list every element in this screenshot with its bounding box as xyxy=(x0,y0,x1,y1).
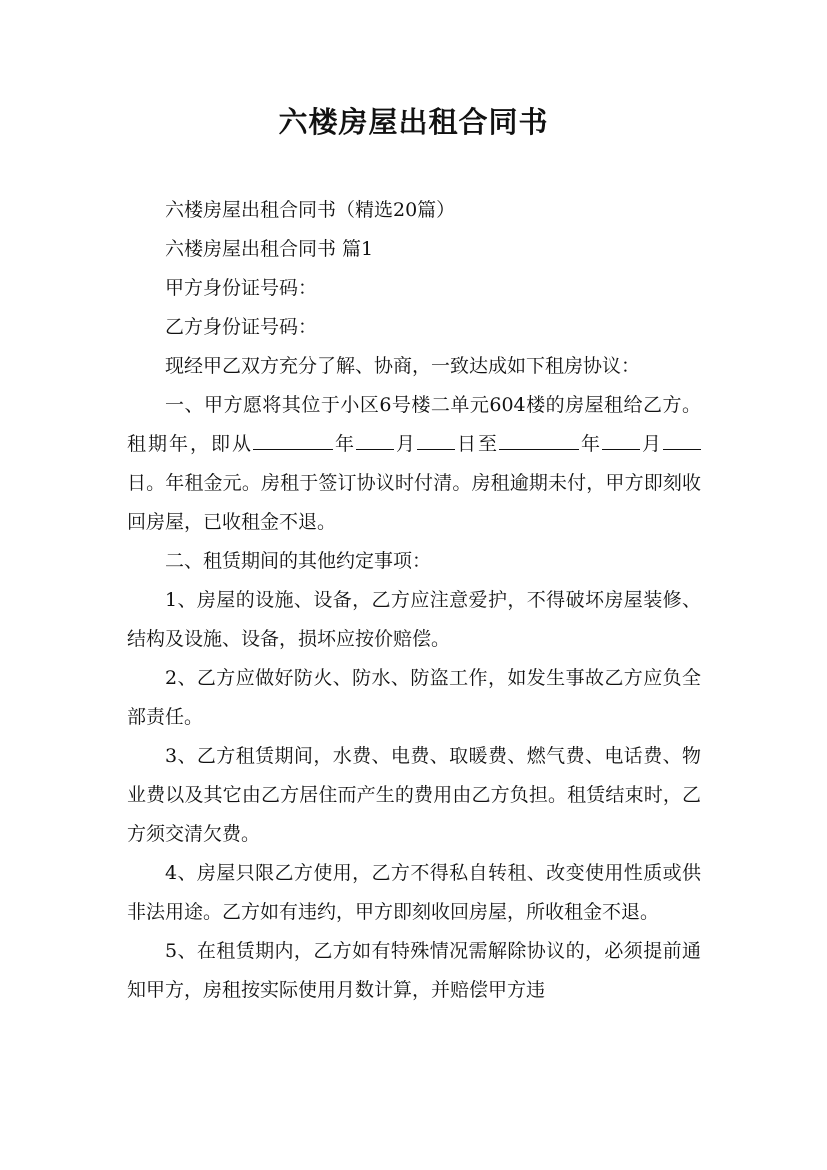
paragraph-item-2: 2、乙方应做好防火、防水、防盗工作，如发生事故乙方应负全部责任。 xyxy=(127,667,701,728)
blank-start-day xyxy=(417,429,455,450)
blank-end-year xyxy=(499,429,579,450)
paragraph-item-5: 5、在租赁期内，乙方如有特殊情况需解除协议的，必须提前通知甲方，房租按实际使用月数计算，并赔偿甲方违 xyxy=(127,940,701,1001)
blank-end-month xyxy=(602,429,640,450)
paragraph-party-b-id: 乙方身份证号码： xyxy=(165,316,318,338)
paragraph-clause-1 xyxy=(127,386,701,542)
clause-1-month-label-2: 月 xyxy=(639,433,663,455)
blank-start-month xyxy=(356,429,394,450)
blank-end-day xyxy=(663,429,701,450)
blank-start-year xyxy=(253,429,333,450)
document-title: 六楼房屋出租合同书 xyxy=(278,105,549,139)
paragraph-item-1: 1、房屋的设施、设备，乙方应注意爱护，不得破坏房屋装修、结构及设施、设备，损坏应按价赔偿。 xyxy=(127,589,701,650)
paragraph-intro: 六楼房屋出租合同书（精选20篇） xyxy=(165,199,456,221)
paragraph-item-3: 3、乙方租赁期间，水费、电费、取暖费、燃气费、电话费、物业费以及其它由乙方居住而产生的费用由乙方负担。租赁结束时，乙方须交清欠费。 xyxy=(127,745,701,845)
paragraph-agreement: 现经甲乙双方充分了解、协商，一致达成如下租房协议： xyxy=(165,355,641,377)
document-body xyxy=(127,191,701,1010)
clause-1-day-label: 日至 xyxy=(454,433,499,455)
paragraph-party-a-id: 甲方身份证号码： xyxy=(165,277,318,299)
clause-1-text-a: 一、甲方愿将其位于小区6号楼二单元604楼的房屋租给乙方。租期年，即从 xyxy=(127,394,701,455)
clause-1-year-label-2: 年 xyxy=(578,433,602,455)
clause-1-month-label: 月 xyxy=(393,433,417,455)
clause-1-text-b: 日。年租金元。房租于签订协议时付清。房租逾期未付，甲方即刻收回房屋，已收租金不退。 xyxy=(127,472,701,533)
clause-1-year-label: 年 xyxy=(332,433,356,455)
paragraph-chapter-heading: 六楼房屋出租合同书 篇1 xyxy=(165,238,374,260)
paragraph-clause-2-heading: 二、租赁期间的其他约定事项： xyxy=(165,550,432,572)
paragraph-item-4: 4、房屋只限乙方使用，乙方不得私自转租、改变使用性质或供非法用途。乙方如有违约，甲方即刻收回房屋，所收租金不退。 xyxy=(127,862,701,923)
